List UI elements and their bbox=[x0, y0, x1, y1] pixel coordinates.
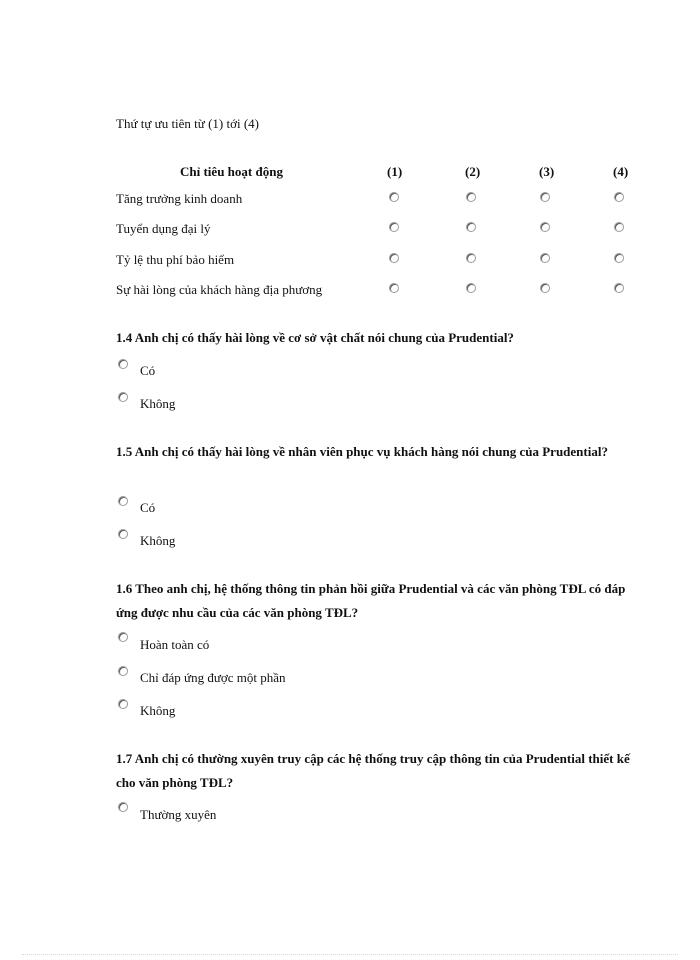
option-label: Không bbox=[140, 533, 176, 548]
option-label: Có bbox=[140, 500, 156, 515]
radio-q17-thuong-xuyen[interactable] bbox=[118, 802, 128, 812]
radio-q16-khong[interactable] bbox=[118, 699, 128, 709]
radio-row2-col1[interactable] bbox=[389, 222, 399, 232]
table-header-label: Chỉ tiêu hoạt động bbox=[180, 164, 283, 179]
priority-instruction: Thứ tự ưu tiên từ (1) tới (4) bbox=[116, 116, 260, 131]
radio-row1-col3[interactable] bbox=[540, 192, 550, 202]
radio-row4-col3[interactable] bbox=[540, 283, 550, 293]
radio-row2-col2[interactable] bbox=[466, 222, 476, 232]
radio-row3-col2[interactable] bbox=[466, 253, 476, 263]
radio-row4-col2[interactable] bbox=[466, 283, 476, 293]
radio-row1-col4[interactable] bbox=[614, 192, 624, 202]
table-header-col-3: (3) bbox=[539, 164, 555, 179]
radio-q16-mot-phan[interactable] bbox=[118, 666, 128, 676]
radio-row3-col1[interactable] bbox=[389, 253, 399, 263]
table-row-label: Tỷ lệ thu phí bảo hiểm bbox=[116, 252, 235, 267]
option-label: Không bbox=[140, 396, 176, 411]
option-label: Có bbox=[140, 363, 156, 378]
table-header-col-2: (2) bbox=[465, 164, 481, 179]
radio-row4-col1[interactable] bbox=[389, 283, 399, 293]
radio-row4-col4[interactable] bbox=[614, 283, 624, 293]
radio-q14-co[interactable] bbox=[118, 359, 128, 369]
question-1-7: 1.7 Anh chị có thường xuyên truy cập các hệ thống truy cập thông tin của Prudential thiết kế cho văn phòng TĐL? bbox=[116, 751, 630, 790]
table-row-label: Sự hài lòng của khách hàng địa phương bbox=[116, 282, 323, 297]
option-label: Không bbox=[140, 703, 176, 718]
question-1-4: 1.4 Anh chị có thấy hài lòng về cơ sở vật chất nói chung của Prudential? bbox=[116, 330, 514, 345]
radio-row2-col4[interactable] bbox=[614, 222, 624, 232]
option-label: Thường xuyên bbox=[140, 807, 217, 822]
page-bottom-divider bbox=[22, 954, 678, 955]
question-1-6: 1.6 Theo anh chị, hệ thống thông tin phản hồi giữa Prudential và các văn phòng TĐL có đáp ứng được nhu cầu của các văn phòng TĐL? bbox=[116, 581, 626, 620]
option-label: Chỉ đáp ứng được một phần bbox=[140, 670, 286, 685]
table-header-col-4: (4) bbox=[613, 164, 629, 179]
question-1-5: 1.5 Anh chị có thấy hài lòng về nhân viên phục vụ khách hàng nói chung của Prudential? bbox=[116, 444, 608, 459]
table-header-col-1: (1) bbox=[387, 164, 403, 179]
option-label: Hoàn toàn có bbox=[140, 637, 210, 652]
radio-q16-hoan-toan-co[interactable] bbox=[118, 632, 128, 642]
radio-q15-co[interactable] bbox=[118, 496, 128, 506]
radio-q15-khong[interactable] bbox=[118, 529, 128, 539]
table-row-label: Tăng trưởng kinh doanh bbox=[116, 191, 243, 206]
radio-row1-col2[interactable] bbox=[466, 192, 476, 202]
radio-row2-col3[interactable] bbox=[540, 222, 550, 232]
radio-row3-col3[interactable] bbox=[540, 253, 550, 263]
radio-q14-khong[interactable] bbox=[118, 392, 128, 402]
radio-row1-col1[interactable] bbox=[389, 192, 399, 202]
radio-row3-col4[interactable] bbox=[614, 253, 624, 263]
table-row-label: Tuyển dụng đại lý bbox=[116, 221, 211, 236]
